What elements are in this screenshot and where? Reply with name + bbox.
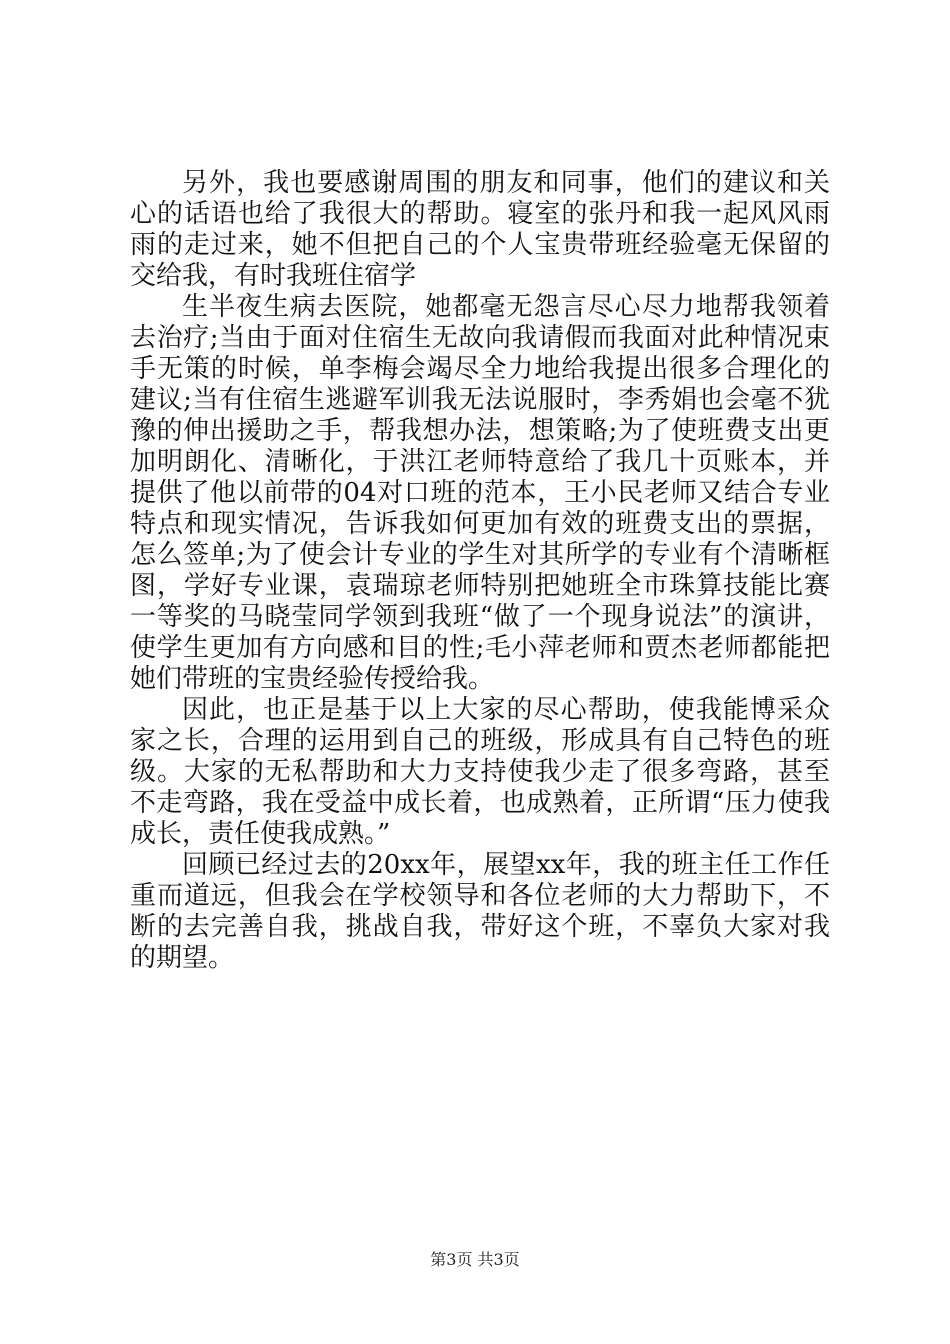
body-text bbox=[130, 168, 830, 974]
paragraph-outlook: 回顾已经过去的20xx年，展望xx年，我的班主任工作任重而道远，但我会在学校领导和各位老师的大力帮助下，不断的去完善自我，挑战自我，带好这个班，不辜负大家对我的期望。 bbox=[130, 850, 830, 973]
paragraph-colleague-help: 生半夜生病去医院，她都毫无怨言尽心尽力地帮我领着去治疗;当由于面对住宿生无故向我请假而我面对此种情况束手无策的时候，单李梅会竭尽全力地给我提出很多合理化的建议;当有住宿生逃避军训我无法说服时，李秀娟也会毫不犹豫的伸出援助之手，帮我想办法，想策略;为了使班费支出更加明朗化、清晰化，于洪江老师特意给了我几十页账本，并提供了他以前带的04对口班的范本，王小民老师又结合专业特点和现实情况，告诉我如何更加有效的班费支出的票据，怎么签单;为了使会计专业的学生对其所学的专业有个清晰框图，学好专业课，袁瑞琼老师特别把她班全市珠算技能比赛一等奖的马晓莹同学领到我班“做了一个现身说法”的演讲，使学生更加有方向感和目的性;毛小萍老师和贾杰老师都能把她们带班的宝贵经验传授给我。 bbox=[130, 292, 830, 694]
paragraph-summary: 因此，也正是基于以上大家的尽心帮助，使我能博采众家之长，合理的运用到自己的班级，形成具有自己特色的班级。大家的无私帮助和大力支持使我少走了很多弯路，甚至不走弯路，我在受益中成长着，也成熟着，正所谓“压力使我成长，责任使我成熟。” bbox=[130, 695, 830, 849]
page-number-footer: 第3页 共3页 bbox=[430, 1250, 520, 1269]
paragraph-thanks-friends: 另外，我也要感谢周围的朋友和同事，他们的建议和关心的话语也给了我很大的帮助。寝室的张丹和我一起风风雨雨的走过来，她不但把自己的个人宝贵带班经验毫无保留的交给我，有时我班住宿学 bbox=[130, 168, 830, 291]
